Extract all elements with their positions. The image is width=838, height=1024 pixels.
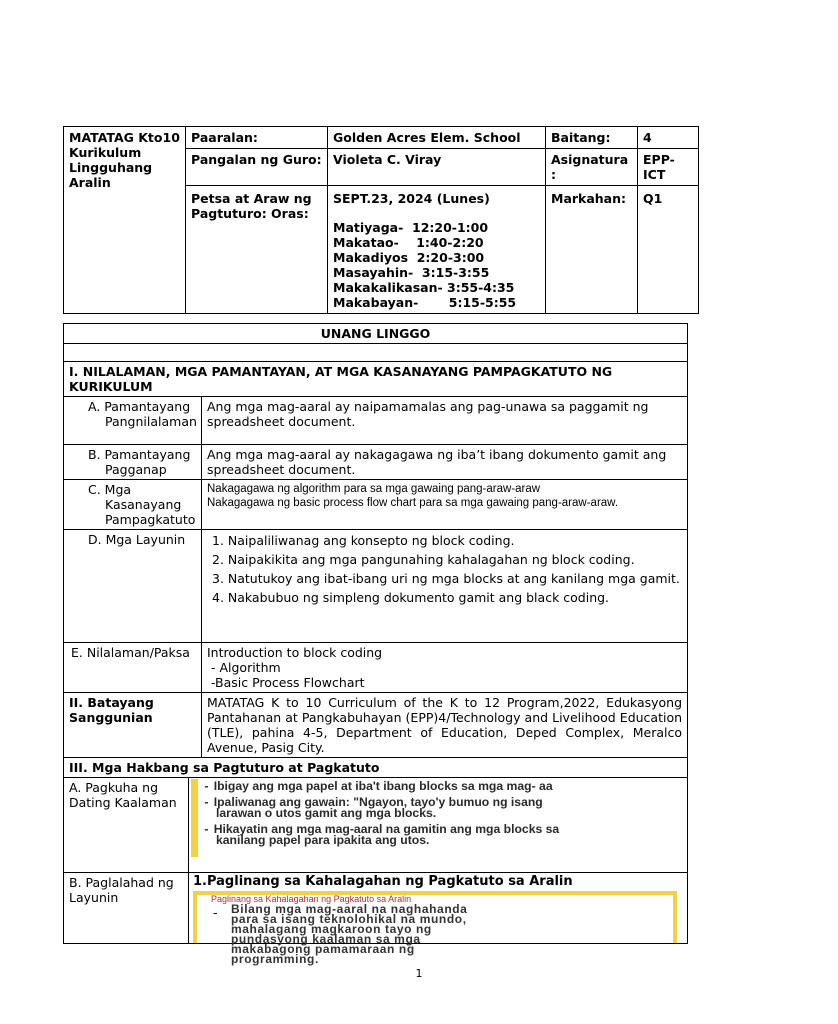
row-b-value: Ang mga mag-aaral ay nakagagawa ng iba’t ibang dokumento gamit ang spreadsheet document.	[202, 445, 688, 480]
guro-value: Violeta C. Viray	[328, 149, 546, 186]
slide-line: Ibigay ang mga papel at iba't ibang blocks sa mga mag- aa	[213, 781, 553, 793]
pamantayang-pagganap-label: B. Pamantayang Pagganap	[88, 447, 191, 477]
row-a-label	[64, 397, 202, 445]
pa-content	[189, 778, 688, 873]
slide-line: Hikayatin ang mga mag-aaral na gamitin ang mga blocks sa	[213, 824, 560, 836]
pagkuha-slide-image	[191, 779, 687, 857]
kasanayan-line: Nakagagawa ng algorithm para sa mga gawaing pang-araw-araw	[207, 483, 541, 495]
section1-title: I. NILALAMAN, MGA PAMANTAYAN, AT MGA KASANAYANG PAMPAGKATUTO NG KURIKULUM	[64, 362, 688, 397]
pb-content	[189, 873, 688, 966]
markahan-label: Markahan:	[546, 186, 638, 314]
slide-line: kanilang papel para ipakita ang utos.	[216, 835, 430, 847]
paksa-line: Introduction to block coding	[207, 645, 383, 660]
schedule-list	[333, 220, 540, 310]
layunin-item: 1. Naipaliliwanag ang konsepto ng block coding.	[212, 533, 515, 548]
slide-text	[216, 836, 715, 847]
row-c-label	[64, 480, 202, 530]
slide-text	[216, 809, 715, 820]
layunin-label: D. Mga Layunin	[88, 532, 186, 547]
slide-caption: Paglinang sa Kahalagahan ng Pagkatuto sa Aralin	[211, 894, 412, 904]
schedule-item: Makatao- 1:40-2:20	[333, 235, 484, 250]
paksa-line: - Algorithm	[207, 660, 281, 675]
slide-line: mahalagang magkaroon tayo ng	[231, 922, 432, 936]
kasanayan-line: Nakagagawa ng basic process flow chart para sa mga gawaing pang-araw-araw.	[207, 497, 619, 509]
pamantayang-pangnilalaman-label: A. Pamantayang Pangnilalaman	[88, 399, 197, 429]
slide-text: - Ibigay ang mga papel at iba't ibang blocks sa mga mag- aa	[204, 781, 553, 793]
slide-line: makabagong pamamaraan ng	[231, 942, 415, 956]
slide-text: - Ipaliwanag ang gawain: "Ngayon, tayo'y bumuo ng isang	[204, 797, 543, 809]
paksa-line: -Basic Process Flowchart	[207, 675, 365, 690]
layunin-item: 2. Naipakikita ang mga pangunahing kahalagahan ng block coding.	[212, 552, 635, 567]
section3-title: III. Mga Hakbang sa Pagtuturo at Pagkatuto	[64, 758, 688, 778]
row-e-value	[202, 643, 688, 693]
row-c-value	[202, 480, 688, 530]
slide-line: larawan o utos gamit ang mga blocks.	[216, 808, 437, 820]
petsa-label: Petsa at Araw ng Pagtuturo: Oras:	[186, 186, 328, 314]
program-title	[64, 127, 186, 314]
row-d-value	[202, 530, 688, 643]
markahan-value: Q1	[638, 186, 699, 314]
petsa-value: SEPT.23, 2024 (Lunes)	[333, 191, 490, 206]
slide-line: Ipaliwanag ang gawain: "Ngayon, tayo'y bumuo ng isang	[213, 797, 543, 809]
asignatura-value: EPP- ICT	[638, 149, 699, 186]
row-b-label	[64, 445, 202, 480]
section2-value: MATATAG K to 10 Curriculum of the K to 12 Program,2022, Edukasyong Pantahanan at Pangkabuhayan (EPP)4/Technology and Livelihood Education (TLE), pahina 4-5, Department of Education, Deped Complex, Meralco Avenue, Pasig City.	[202, 693, 688, 758]
pb-label: B. Paglalahad ng Layunin	[64, 873, 189, 944]
header-table	[63, 126, 699, 314]
program-title-text: MATATAG Kto10 Kurikulum Lingguhang Aralin	[69, 130, 180, 190]
baitang-label: Baitang:	[546, 127, 638, 149]
paglalahad-slide-image	[193, 891, 677, 966]
lesson-table	[63, 323, 688, 966]
page-number: 1	[415, 967, 423, 980]
week-title: UNANG LINGGO	[64, 324, 688, 344]
slide-line: pundasyong kaalaman sa mga	[231, 932, 421, 946]
schedule-item: Masayahin- 3:15-3:55	[333, 265, 490, 280]
row-e-label: E. Nilalaman/Paksa	[64, 643, 202, 693]
slide-text: - Hikayatin ang mga mag-aaral na gamitin ang mga blocks sa	[204, 824, 560, 836]
schedule-item: Makabayan- 5:15-5:55	[333, 295, 517, 310]
schedule-item: Matiyaga- 12:20-1:00	[333, 220, 489, 235]
section2-label: II. Batayang Sanggunian	[64, 693, 202, 758]
asignatura-label: Asignatura :	[546, 149, 638, 186]
kasanayang-label: C. Mga Kasanayang Pampagkatuto	[88, 482, 196, 527]
petsa-cell	[328, 186, 546, 314]
schedule-item: Makakalikasan- 3:55-4:35	[333, 280, 515, 295]
paaralan-label: Paaralan:	[186, 127, 328, 149]
slide-bullet: -	[213, 905, 218, 920]
layunin-item: 4. Nakabubuo ng simpleng dokumento gamit ang black coding.	[212, 590, 610, 605]
slide-line: programming.	[231, 952, 319, 966]
layunin-item: 3. Natutukoy ang ibat-ibang uri ng mga blocks at ang kanilang mga gamit.	[212, 571, 680, 586]
pa-label: A. Pagkuha ng Dating Kaalaman	[64, 778, 189, 873]
slide-line: Bilang mga mag-aaral na naghahanda	[231, 902, 468, 916]
guro-label: Pangalan ng Guro:	[186, 149, 328, 186]
paaralan-value: Golden Acres Elem. School	[328, 127, 546, 149]
schedule-item: Makadiyos 2:20-3:00	[333, 250, 485, 265]
baitang-value: 4	[638, 127, 699, 149]
spacer-row	[64, 344, 688, 362]
slide-line: para sa isang teknolohikal na mundo,	[231, 912, 467, 926]
pb-heading: 1.Paglinang sa Kahalagahan ng Pagkatuto sa Aralin	[193, 874, 573, 889]
row-d-label	[64, 530, 202, 643]
row-a-value: Ang mga mag-aaral ay naipamamalas ang pag-unawa sa paggamit ng spreadsheet document.	[202, 397, 688, 445]
